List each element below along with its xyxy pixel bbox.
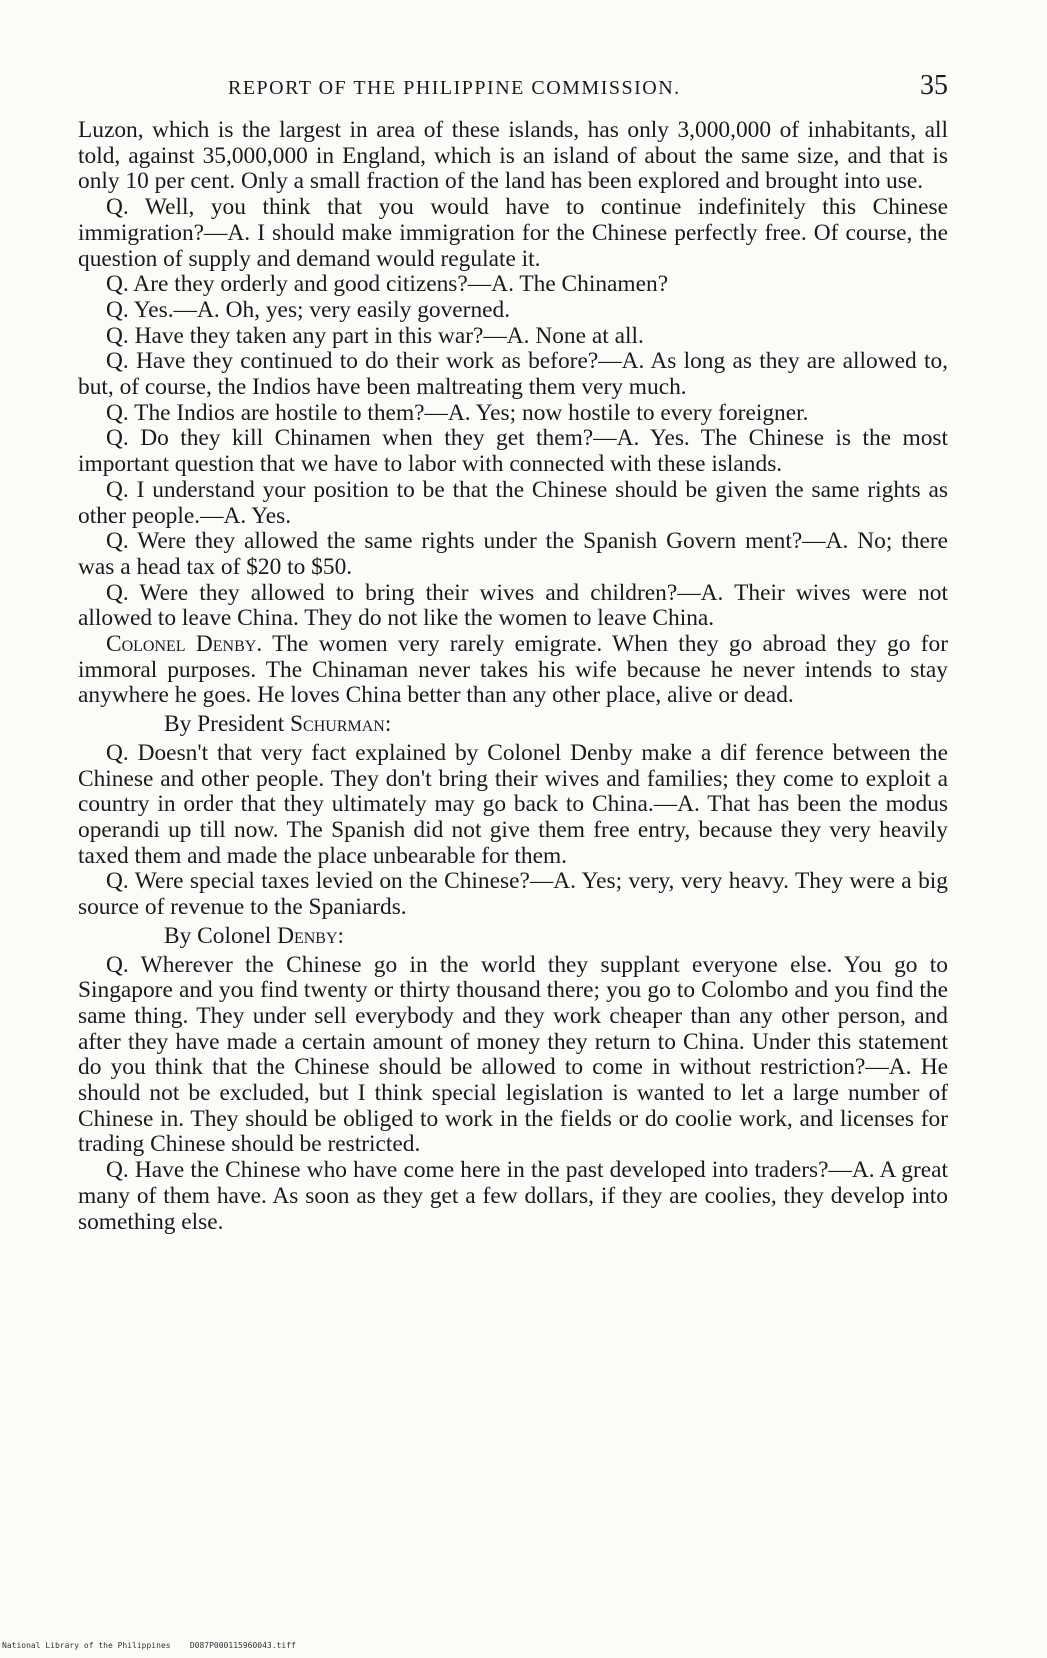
paragraph-text: The women very rarely emigrate. When they go abroad they go for immoral purposes. The Chinaman never takes his wife because he never intends to stay anywhere he goes. He loves China better than any other place, alive or dead. [78,631,948,709]
speaker-name: Denby [277,922,338,949]
paragraph [78,298,948,324]
paragraph-text: Q. Have they taken any part in this war?—A. None at all. [106,322,644,349]
heading-suffix: : [384,711,392,738]
paragraph [78,478,948,529]
paragraph-text: Q. Were they allowed to bring their wives and children?—A. Their wives were not allowed to leave China. They do not like the women to leave China. [78,579,948,632]
paragraph [78,741,948,870]
speaker-name: Colonel Denby. [106,631,263,658]
footer-file: D087P000115960043.tiff [189,1641,296,1650]
paragraph-text: Q. Have the Chinese who have come here in the past developed into traders?—A. A great many of them have. As soon as they get a few dollars, if they are coolies, they develop into something else. [78,1157,948,1235]
paragraph [78,953,948,1159]
header-title: REPORT OF THE PHILIPPINE COMMISSION. [228,77,681,99]
paragraph [78,529,948,580]
paragraph-text: Q. Well, you think that you would have to continue indefinitely this Chinese immigration?—A. I should make immigration for the Chinese perfectly free. Of course, the question of supply and demand would regulate it. [78,194,948,272]
paragraph [78,272,948,298]
paragraph [78,118,948,195]
paragraph-text: Q. Wherever the Chinese go in the world they supplant everyone else. You go to Singapore and you find twenty or thirty thousand there; you go to Colombo and you find the same thing. They under sell everybody and they work cheaper than any other person, and after they have made a certain amount of money they return to China. Under this statement do you think that the Chinese should be allowed to come in without restriction?—A. He should not be excluded, but I think special legislation is wanted to let a large number of Chinese in. They should be obliged to work in the fields or do coolie work, and licenses for trading Chinese should be restricted. [78,951,948,1158]
heading-prefix: By Colonel [164,922,278,949]
paragraph-text: Q. Doesn't that very fact explained by Colonel Denby make a dif ference between the Chinese and other people. They don't bring their wives and families; they come to exploit a country in order that they ultimately may go back to China.—A. That has been the modus operandi up till now. The Spanish did not give them free entry, because they very heavily taxed them and made the place unbearable for them. [78,739,948,869]
paragraph [78,401,948,427]
heading-suffix: : [337,922,345,949]
paragraph-text: Q. The Indios are hostile to them?—A. Yes; now hostile to every foreigner. [106,399,809,426]
paragraph-text: Q. Have they continued to do their work as before?—A. As long as they are allowed to, but, of course, the Indios have been maltreating them very much. [78,348,948,401]
paragraph [78,1158,948,1235]
paragraph-text: Q. Were special taxes levied on the Chinese?—A. Yes; very, very heavy. They were a big source of revenue to the Spaniards. [78,868,948,921]
speaker-heading [78,924,948,950]
speaker-heading [78,712,948,738]
scan-footer [2,1641,296,1650]
paragraph [78,324,948,350]
speaker-name: Schurman [290,711,385,738]
page-number: 35 [920,70,948,101]
paragraph-text: Luzon, which is the largest in area of these islands, has only 3,000,000 of inhabitants, all told, against 35,000,000 in England, which is an island of about the same size, and that is only 10 per cent. Only a small fraction of the land has been explored and brought into use. [78,117,948,195]
paragraph [78,581,948,632]
paragraph [78,426,948,477]
paragraph [78,349,948,400]
paragraph [78,632,948,709]
running-header [78,70,948,102]
paragraph-text: Q. Yes.—A. Oh, yes; very easily governed. [106,296,511,323]
paragraph-text: Q. Were they allowed the same rights under the Spanish Govern ment?—A. No; there was a head tax of $20 to $50. [78,528,948,580]
paragraph-text: Q. Do they kill Chinamen when they get them?—A. Yes. The Chinese is the most important question that we have to labor with connected with these islands. [78,425,948,478]
paragraph [78,195,948,272]
footer-library: National Library of the Philippines [2,1641,171,1650]
paragraph-text: Q. I understand your position to be that the Chinese should be given the same rights as other people.—A. Yes. [78,476,948,529]
heading-prefix: By President [164,711,291,738]
paragraph [78,869,948,920]
paragraph-text: Q. Are they orderly and good citizens?—A. The Chinamen? [106,271,669,298]
body-text [78,118,948,1235]
page [78,70,948,1235]
